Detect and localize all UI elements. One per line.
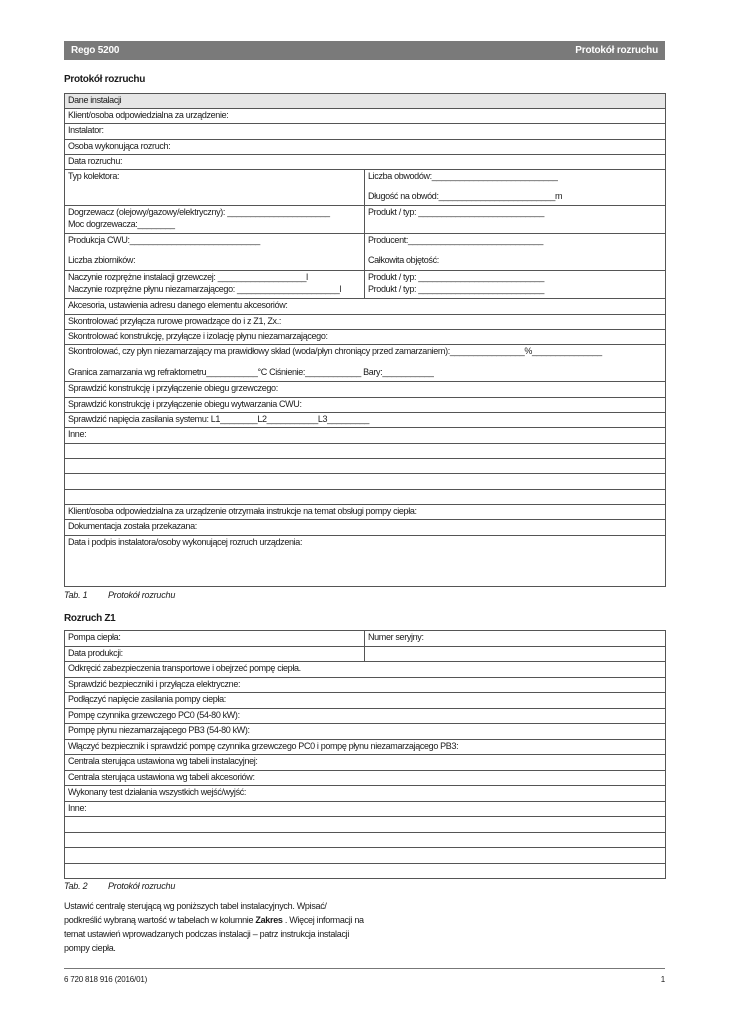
row-blank[interactable] — [65, 459, 666, 474]
page-header-bar — [64, 41, 665, 60]
calkowita-objetosc-field[interactable]: Całkowita objętość: — [368, 255, 439, 265]
table-protokol-rozruchu — [64, 93, 666, 587]
cell-numer-seryjny[interactable]: Numer seryjny: — [365, 631, 666, 647]
cell-data-produkcji[interactable]: Data produkcji: — [65, 647, 365, 662]
cell-blank[interactable] — [365, 647, 666, 662]
row-bezpieczniki[interactable]: Sprawdzić bezpieczniki i przyłącza elektryczne: — [65, 678, 666, 693]
cell-typ-kolektora[interactable]: Typ kolektora: — [65, 170, 365, 206]
cell-pompa-ciepla[interactable]: Pompa ciepła: — [65, 631, 365, 647]
cell-produkty-typ[interactable] — [365, 271, 666, 299]
row-napiecie-pompy[interactable]: Podłączyć napięcie zasilania pompy ciepła: — [65, 693, 666, 709]
header-product: Rego 5200 — [71, 45, 120, 56]
produkcja-cwu-field[interactable]: Produkcja CWU:____________________________ — [68, 235, 260, 245]
section-title-rozruch-z1: Rozruch Z1 — [64, 613, 116, 624]
footer-document-number: 6 720 818 916 (2016/01) — [64, 975, 148, 984]
row-osoba-rozruch[interactable]: Osoba wykonująca rozruch: — [65, 140, 666, 155]
liczba-obwodow-field[interactable]: Liczba obwodów:___________________________ — [368, 171, 558, 181]
row-blank[interactable] — [65, 474, 666, 490]
paragraph-bold-zakres: Zakres — [255, 915, 283, 925]
row-data-rozruchu[interactable]: Data rozruchu: — [65, 155, 666, 170]
row-plyn-niezamarzajacy[interactable] — [65, 345, 666, 382]
row-przylacza-rurowe[interactable]: Skontrolować przyłącza rurowe prowadzące do i z Z1, Zx.: — [65, 315, 666, 330]
table-2-number: Tab. 2 — [64, 881, 88, 891]
section-title-protokol: Protokół rozruchu — [64, 74, 146, 85]
row-blank[interactable] — [65, 817, 666, 833]
sklad-plynu-field[interactable]: Skontrolować, czy płyn niezamarzający ma prawidłowy skład (woda/płyn chroniący przed zamarzaniem):________________%_______________ — [68, 346, 602, 356]
row-klient[interactable]: Klient/osoba odpowiedzialna za urządzenie: — [65, 109, 666, 124]
table-rozruch-z1 — [64, 630, 666, 879]
row-inne[interactable]: Inne: — [65, 428, 666, 444]
liczba-zbiornikow-field[interactable]: Liczba zbiorników: — [68, 255, 136, 265]
row-instalator[interactable]: Instalator: — [65, 124, 666, 140]
cell-produkcja-cwu[interactable] — [65, 234, 365, 271]
producent-field[interactable]: Producent:_____________________________ — [368, 235, 544, 245]
row-napiecia-zasilania[interactable]: Sprawdzić napięcia zasilania systemu: L1________L2___________L3_________ — [65, 413, 666, 428]
row-obieg-grzewczy[interactable]: Sprawdzić konstrukcję i przyłączenie obiegu grzewczego: — [65, 382, 666, 398]
instruction-paragraph — [64, 899, 364, 955]
moc-dogrzewacza-field[interactable]: Moc dogrzewacza:________ — [68, 219, 175, 229]
produkt-typ-3-field[interactable]: Produkt / typ: ___________________________ — [368, 284, 544, 294]
row-inne[interactable]: Inne: — [65, 802, 666, 817]
row-blank[interactable] — [65, 833, 666, 848]
cell-produkt-typ-1[interactable]: Produkt / typ: ___________________________ — [365, 206, 666, 234]
table-1-number: Tab. 1 — [64, 590, 88, 600]
row-blank[interactable] — [65, 444, 666, 459]
table-1-caption — [64, 590, 175, 600]
naczynie-plyn-field[interactable]: Naczynie rozprężne płynu niezamarzającego: ______________________l — [68, 284, 342, 294]
cell-obwody[interactable] — [365, 170, 666, 206]
table-1-title: Protokół rozruchu — [108, 590, 176, 600]
row-zabezpieczenia-transportowe[interactable]: Odkręcić zabezpieczenia transportowe i obejrzeć pompę ciepła. — [65, 662, 666, 678]
produkt-typ-2-field[interactable]: Produkt / typ: ___________________________ — [368, 272, 544, 282]
row-test-wejsc-wyjsc[interactable]: Wykonany test działania wszystkich wejść/wyjść: — [65, 786, 666, 802]
row-centrala-akcesoria[interactable]: Centrala sterująca ustawiona wg tabeli akcesoriów: — [65, 771, 666, 786]
footer-page-number: 1 — [660, 975, 665, 984]
dlugosc-obwodu-field[interactable]: Długość na obwód:_________________________m — [368, 191, 563, 201]
row-blank[interactable] — [65, 490, 666, 505]
header-doc-title: Protokół rozruchu — [575, 45, 658, 56]
row-dane-instalacji: Dane instalacji — [65, 94, 666, 109]
row-obieg-cwu[interactable]: Sprawdzić konstrukcję i przyłączenie obiegu wytwarzania CWU: — [65, 398, 666, 413]
row-konstrukcja-izolacja[interactable]: Skontrolować konstrukcję, przyłącze i izolację płynu niezamarzającego: — [65, 330, 666, 345]
row-pompa-pb3[interactable]: Pompę płynu niezamarzającego PB3 (54-80 kW): — [65, 724, 666, 740]
paragraph-text-end: . Więcej informacji na temat ustawień wprowadzanych podczas instalacji – patrz instrukcja instalacji pompy ciepła. — [64, 915, 364, 953]
granica-zamarzania-field[interactable]: Granica zamarzania wg refraktometru___________°C Ciśnienie:____________ Bary:___________ — [68, 367, 434, 377]
row-instrukcje-obslugi[interactable]: Klient/osoba odpowiedzialna za urządzenie otrzymała instrukcje na temat obsługi pompy ciepła: — [65, 505, 666, 520]
row-akcesoria[interactable]: Akcesoria, ustawienia adresu danego elementu akcesoriów: — [65, 299, 666, 315]
cell-dogrzewacz[interactable] — [65, 206, 365, 234]
row-wlaczyc-bezpiecznik[interactable]: Włączyć bezpiecznik i sprawdzić pompę czynnika grzewczego PC0 i pompę płynu niezamarzającego PB3: — [65, 740, 666, 755]
cell-producent[interactable] — [365, 234, 666, 271]
row-blank[interactable] — [65, 848, 666, 864]
footer-divider — [64, 968, 665, 969]
naczynie-grzewcze-field[interactable]: Naczynie rozprężne instalacji grzewczej: ___________________l — [68, 272, 308, 282]
table-2-title: Protokół rozruchu — [108, 881, 176, 891]
row-pompa-pc0[interactable]: Pompę czynnika grzewczego PC0 (54-80 kW): — [65, 709, 666, 724]
row-blank[interactable] — [65, 864, 666, 879]
cell-naczynia[interactable] — [65, 271, 365, 299]
row-data-i-podpis[interactable]: Data i podpis instalatora/osoby wykonującej rozruch urządzenia: — [65, 536, 666, 587]
row-dokumentacja[interactable]: Dokumentacja została przekazana: — [65, 520, 666, 536]
table-2-caption — [64, 881, 175, 891]
row-centrala-instalacyjna[interactable]: Centrala sterująca ustawiona wg tabeli instalacyjnej: — [65, 755, 666, 771]
dogrzewacz-field[interactable]: Dogrzewacz (olejowy/gazowy/elektryczny): ______________________ — [68, 207, 330, 217]
paragraph-text-start: Ustawić centralę sterującą wg poniższych tabel instalacyjnych. Wpisać/ podkreślić wybraną wartość w tabelach w kolumnie — [64, 901, 327, 925]
